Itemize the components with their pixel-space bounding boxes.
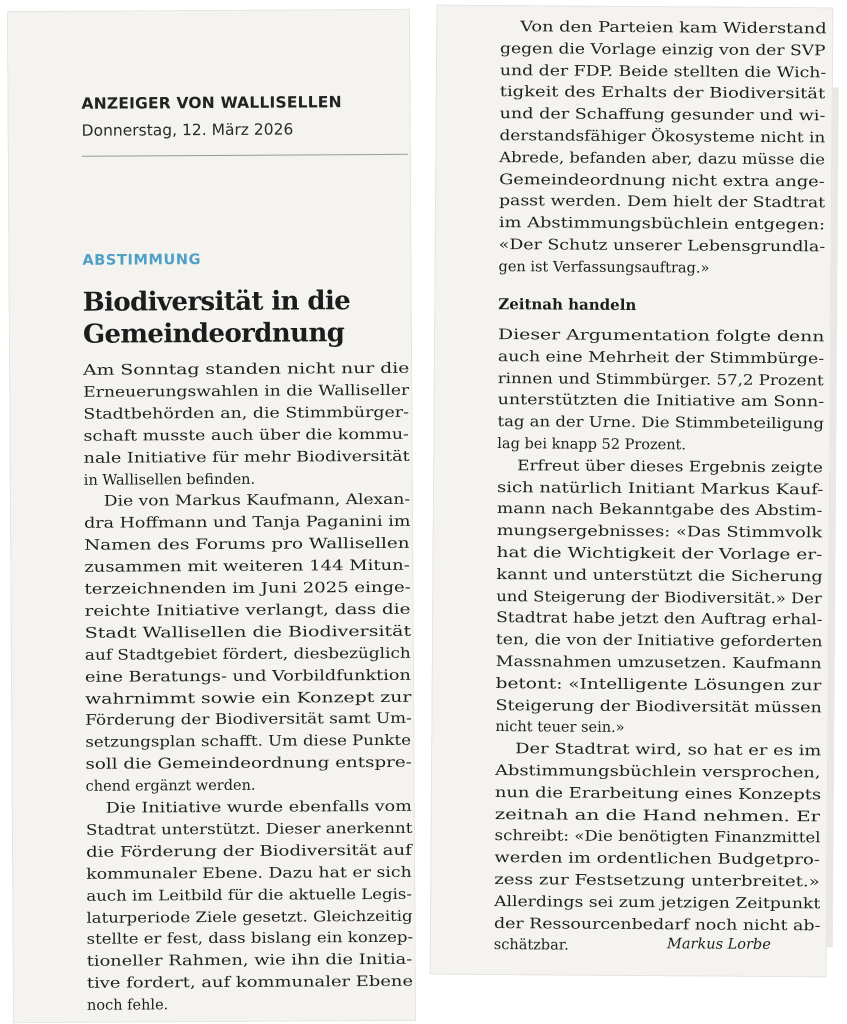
article-kicker: ABSTIMMUNG [82, 252, 202, 269]
article-text-line: schreibt: «Die benötigten Finanzmittel [494, 828, 821, 847]
article-text-line: Erneuerungswahlen in die Walliseller [83, 382, 410, 401]
article-text-line: dra Hoffmann und Tanja Paganini im [83, 514, 411, 533]
article-text-line: auf Stadtgebiet fördert, diesbezüglich [84, 645, 411, 664]
headline-line: Biodiversität in die [82, 286, 351, 318]
article-byline: Markus Lorbe [667, 936, 771, 953]
article-text-line: Dieser Argumentation folgte denn [498, 327, 825, 346]
article-text-line: kommunaler Ebene. Dazu hat er sich [86, 864, 412, 883]
article-text-line: Erfreut über dieses Ergebnis zeigte [517, 457, 823, 477]
article-text-line: schaft musste auch über die kommu- [83, 426, 409, 445]
article-text-line: zess zur Festsetzung unterbreitet.» [494, 872, 820, 891]
article-text-line: unterstützten die Initiative am Sonn- [497, 392, 825, 411]
headline-line: Gemeindeordnung [82, 318, 345, 350]
article-text-line: Massnahmen umzusetzen. Kaufmann [495, 654, 822, 673]
article-text-line: und der FDP. Beide stellten die Wich- [499, 62, 827, 81]
article-text-line: Stadtrat unterstützt. Dieser anerkennt [85, 820, 413, 839]
publication-date: Donnerstag, 12. März 2026 [81, 120, 294, 140]
article-text-line: der Ressourcenbedarf noch nicht ab- [493, 915, 821, 934]
newspaper-clipping-left [7, 9, 416, 1023]
article-text-line: werden im ordentlichen Budgetpro- [494, 850, 820, 869]
article-text-line: nicht teuer sein.» [495, 719, 625, 737]
article-text-line: Allerdings sei zum jetzigen Zeitpunkt [494, 893, 821, 913]
article-text-line: wahrnimmt sowie ein Konzept zur [85, 689, 412, 708]
article-text-line: hat die Wichtigkeit der Vorlage er- [496, 545, 823, 564]
article-text-line: zeitnah an die Hand nehmen. Er [494, 806, 821, 825]
article-subheading: Zeitnah handeln [498, 295, 637, 315]
article-text-line: auch eine Mehrheit der Stimmbürge- [497, 348, 825, 368]
article-text-line: derstandsfähiger Ökosysteme nicht in [499, 128, 826, 147]
article-text-line: gegen die Vorlage einzig von der SVP [500, 40, 826, 60]
article-text-line: nun die Erarbeitung eines Konzepts [494, 784, 822, 804]
article-text-line: laturperiode Ziele gesetzt. Gleichzeitig [86, 908, 413, 927]
article-text-line: setzungsplan schafft. Um diese Punkte [85, 733, 412, 752]
article-text-line: betont: «Intelligente Lösungen zur [495, 675, 822, 695]
article-text-line: Der Stadtrat wird, so hat er es im [515, 741, 822, 760]
article-text-line: lag bei knapp 52 Prozent. [497, 436, 687, 454]
article-text-line: Abrede, befanden aber, dazu müsse die [499, 149, 825, 169]
article-text-line: gen ist Verfassungsauftrag.» [498, 258, 710, 277]
article-text-line: sich natürlich Initiant Markus Kauf- [496, 479, 824, 498]
article-text-line: mann nach Bekanntgabe des Abstim- [496, 501, 823, 520]
article-text-line: passt werden. Dem hielt der Stadtrat [498, 193, 826, 212]
article-text-line: stellte er fest, dass bislang ein konzep- [86, 930, 414, 949]
article-text-line: schätzbar. [493, 937, 569, 954]
article-text-line: terzeichnenden im Juni 2025 einge- [84, 579, 411, 598]
article-text-line: kannt und unterstützt die Sicherung [496, 566, 823, 586]
article-text-line: und der Schaffung gesunder und wi- [499, 106, 826, 125]
article-text-line: Die von Markus Kaufmann, Alexan- [103, 492, 411, 511]
article-text-line: reichte Initiative verlangt, dass die [84, 601, 411, 620]
article-headline [83, 285, 413, 351]
article-text-line: soll die Gemeindeordnung entspre- [85, 754, 412, 773]
newspaper-name: ANZEIGER VON WALLISELLEN [81, 93, 342, 113]
article-body-right-column-top [436, 5, 833, 277]
article-text-line: Stadtrat habe jetzt den Auftrag erhal- [496, 610, 823, 629]
article-text-line: eine Beratungs- und Vorbildfunktion [84, 667, 411, 686]
article-text-line: mungsergebnisses: «Das Stimmvolk [496, 523, 823, 542]
article-text-line: Steigerung der Biodiversität müssen [495, 697, 822, 716]
article-text-line: Die Initiative wurde ebenfalls vom [105, 798, 412, 817]
newspaper-clipping-right [430, 5, 834, 978]
article-text-line: tioneller Rahmen, wie ihn die Initia- [86, 952, 413, 971]
article-text-line: Gemeindeordnung nicht extra ange- [499, 171, 825, 190]
masthead-divider [82, 154, 408, 157]
article-text-line: ten, die von der Initiative geforderten [495, 632, 823, 651]
article-text-line: die Förderung der Biodiversität auf [86, 842, 412, 861]
article-text-line: Am Sonntag standen nicht nur die [83, 360, 410, 379]
article-text-line: Abstimmungsbüchlein versprochen, [494, 763, 821, 782]
article-text-line: «Der Schutz unserer Lebensgrundla- [498, 237, 826, 256]
article-text-line: tag an der Urne. Die Stimmbeteiligung [497, 414, 825, 433]
article-text-line: und Steigerung der Biodiversität.» Der [496, 588, 822, 607]
article-text-line: rinnen und Stimmbürger. 57,2 Prozent [497, 370, 824, 389]
article-text-line: Förderung der Biodiversität samt Um- [85, 711, 412, 730]
article-text-line: in Wallisellen befinden. [83, 471, 256, 489]
article-text-line: Namen des Forums pro Wallisellen [84, 535, 410, 554]
article-text-line: nale Initiative für mehr Biodiversität [83, 448, 410, 467]
article-text-line: Von den Parteien kam Widerstand [520, 19, 827, 38]
article-text-line: zusammen mit weiteren 144 Mitun- [84, 557, 410, 576]
paper-edge [827, 87, 839, 947]
article-text-line: chend ergänzt werden. [85, 777, 256, 795]
article-text-line: tigkeit des Erhalts der Biodiversität [499, 84, 826, 103]
article-text-line: Stadtbehörden an, die Stimmbürger- [83, 404, 410, 423]
article-text-line: auch im Leitbild für die aktuelle Legis- [86, 886, 412, 905]
article-text-line: Stadt Wallisellen die Biodiversität [84, 623, 412, 642]
article-text-line: noch fehle. [86, 997, 169, 1014]
article-text-line: tive fordert, auf kommunaler Ebene [86, 973, 414, 992]
article-text-line: im Abstimmungsbüchlein entgegen: [498, 215, 826, 234]
